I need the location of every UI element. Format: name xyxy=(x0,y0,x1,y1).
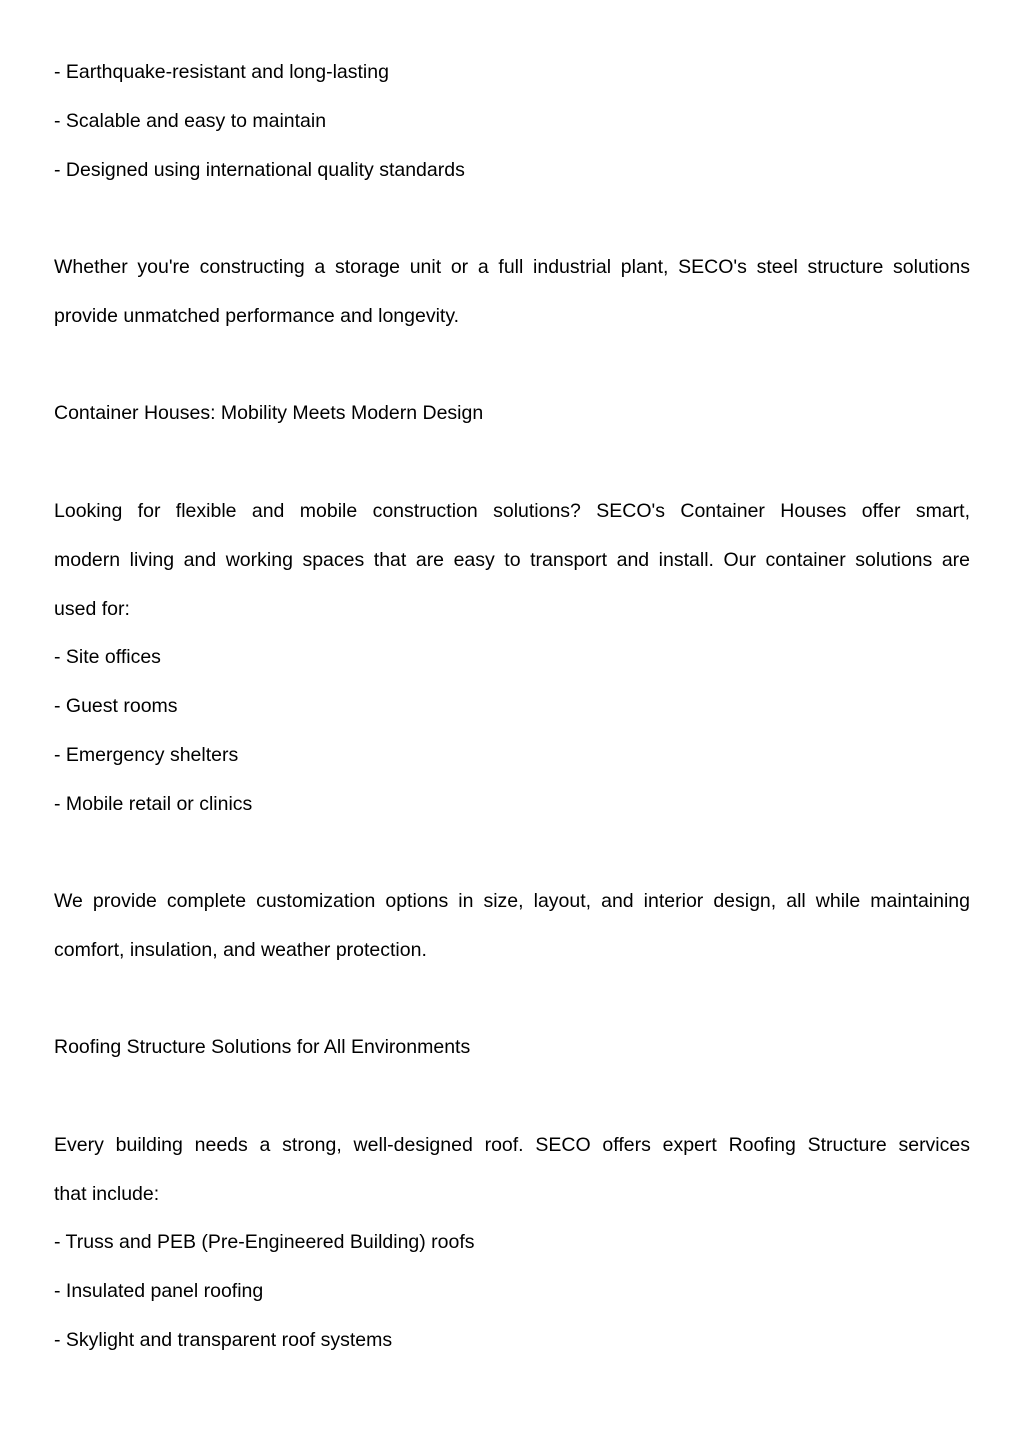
bullet-emergency-shelters: - Emergency shelters xyxy=(54,744,239,766)
bullet-site-offices: - Site offices xyxy=(54,646,161,668)
container-intro-line-1: Looking for flexible and mobile construction solutions? SECO's Container Houses offer smart, xyxy=(54,500,970,522)
bullet-earthquake-resistant: - Earthquake-resistant and long-lasting xyxy=(54,61,389,83)
customization-paragraph-line-1: We provide complete customization options in size, layout, and interior design, all while maintaining xyxy=(54,890,970,912)
container-houses-heading: Container Houses: Mobility Meets Modern Design xyxy=(54,402,484,424)
bullet-guest-rooms: - Guest rooms xyxy=(54,695,178,717)
container-intro-line-2: modern living and working spaces that are easy to transport and install. Our container solutions are xyxy=(54,549,970,571)
bullet-skylight-roof-systems: - Skylight and transparent roof systems xyxy=(54,1329,393,1351)
container-intro-line-3: used for: xyxy=(54,598,130,620)
customization-paragraph-line-2: comfort, insulation, and weather protection. xyxy=(54,939,427,961)
steel-paragraph-line-1: Whether you're constructing a storage unit or a full industrial plant, SECO's steel structure solutions xyxy=(54,256,970,278)
bullet-insulated-panel-roofing: - Insulated panel roofing xyxy=(54,1280,264,1302)
roofing-intro-line-1: Every building needs a strong, well-designed roof. SECO offers expert Roofing Structure services xyxy=(54,1134,970,1156)
roofing-heading: Roofing Structure Solutions for All Environments xyxy=(54,1036,471,1058)
roofing-intro-line-2: that include: xyxy=(54,1183,160,1205)
bullet-truss-peb-roofs: - Truss and PEB (Pre-Engineered Building) roofs xyxy=(54,1231,475,1253)
bullet-quality-standards: - Designed using international quality standards xyxy=(54,159,465,181)
bullet-scalable: - Scalable and easy to maintain xyxy=(54,110,327,132)
steel-paragraph-line-2: provide unmatched performance and longevity. xyxy=(54,305,460,327)
bullet-mobile-retail: - Mobile retail or clinics xyxy=(54,793,253,815)
